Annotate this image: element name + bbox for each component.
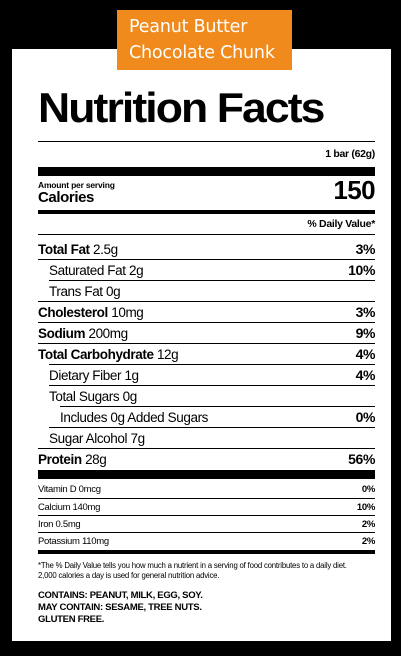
- nutrient-amount: 1g: [124, 368, 139, 383]
- allergen-contains: CONTAINS: PEANUT, MILK, EGG, SOY.: [38, 590, 203, 601]
- vitamin-name: Iron 0.5mg: [38, 519, 81, 530]
- nutrient-dv: 9%: [355, 325, 375, 341]
- divider: [38, 141, 375, 142]
- vitamin-name: Calcium 140mg: [38, 502, 101, 513]
- daily-value-footnote: *The % Daily Value tells you how much a nutrient in a serving of food contributes to a daily diet. 2,000 calories a day is used for general nutrition advice.: [38, 561, 347, 580]
- calories-value: 150: [333, 175, 375, 205]
- nutrient-name: Sodium: [38, 326, 86, 341]
- allergen-statement: [38, 590, 203, 626]
- vitamin-row-iron: [38, 516, 375, 533]
- vitamin-row-calcium: [38, 499, 375, 516]
- nutrient-row-sodium: [38, 323, 375, 344]
- divider-thick: [38, 167, 375, 176]
- vitamin-name: Vitamin D 0mcg: [38, 484, 101, 495]
- nutrient-row-saturated-fat: [38, 260, 375, 281]
- amount-per-serving: Amount per serving: [38, 180, 115, 190]
- nutrient-name: Total Carbohydrate: [38, 347, 154, 362]
- nutrient-name: Total Fat: [38, 242, 90, 257]
- serving-size: 1 bar (62g): [325, 148, 375, 160]
- nutrient-amount: 0g: [106, 284, 121, 299]
- vitamin-dv: 0%: [361, 484, 375, 495]
- vitamin-row-vitamin-d: [38, 481, 375, 498]
- flavor-tag: [117, 10, 292, 70]
- vitamin-name: Potassium 110mg: [38, 536, 109, 547]
- vitamin-row-potassium: [38, 533, 375, 550]
- nutrient-dv: 3%: [355, 241, 375, 257]
- nutrient-name: Sugar Alcohol: [49, 431, 128, 446]
- daily-value-header: % Daily Value*: [307, 218, 375, 230]
- nutrient-row-total-sugars: [38, 386, 375, 407]
- calories-label: Calories: [38, 189, 94, 206]
- nutrient-amount: 12g: [156, 347, 179, 362]
- nutrient-amount: 0g: [122, 389, 137, 404]
- nutrient-dv: 3%: [355, 304, 375, 320]
- nutrient-amount: 28g: [85, 452, 107, 467]
- vitamin-dv: 2%: [361, 519, 375, 530]
- nutrient-row-total-fat: [38, 239, 375, 260]
- allergen-gluten-free: GLUTEN FREE.: [38, 614, 105, 625]
- nutrient-name: Cholesterol: [38, 305, 108, 320]
- nutrient-name: Trans Fat: [49, 284, 103, 299]
- vitamin-dv: 10%: [356, 502, 375, 513]
- nutrition-label-panel: [12, 49, 391, 641]
- divider-thick: [38, 470, 375, 479]
- label-title: Nutrition Facts: [38, 84, 324, 131]
- nutrient-name: Includes 0g Added Sugars: [60, 410, 209, 425]
- nutrient-dv: 4%: [355, 346, 375, 362]
- nutrient-name: Total Sugars: [49, 389, 120, 404]
- flavor-line-1: Peanut Butter: [129, 17, 248, 37]
- divider-medium: [38, 210, 375, 214]
- nutrient-name: Dietary Fiber: [49, 368, 122, 383]
- nutrient-name: Protein: [38, 452, 82, 467]
- nutrient-row-dietary-fiber: [38, 365, 375, 386]
- flavor-line-2: Chocolate Chunk: [129, 43, 275, 63]
- nutrient-row-trans-fat: [38, 281, 375, 302]
- nutrient-amount: 7g: [130, 431, 145, 446]
- nutrient-amount: 10mg: [111, 305, 144, 320]
- nutrient-dv: 56%: [348, 451, 375, 467]
- nutrient-dv: 4%: [355, 367, 375, 383]
- divider: [38, 234, 375, 235]
- nutrient-row-sugar-alcohol: [38, 428, 375, 449]
- vitamin-dv: 2%: [361, 536, 375, 547]
- nutrient-name: Saturated Fat: [49, 263, 126, 278]
- allergen-may-contain: MAY CONTAIN: SESAME, TREE NUTS.: [38, 602, 202, 613]
- nutrient-row-protein: [38, 449, 375, 470]
- nutrient-dv: 10%: [348, 262, 375, 278]
- nutrient-row-added-sugars: [38, 407, 375, 428]
- nutrient-row-total-carbohydrate: [38, 344, 375, 365]
- nutrient-row-cholesterol: [38, 302, 375, 323]
- divider-medium: [38, 550, 375, 554]
- nutrient-amount: 2g: [128, 263, 144, 278]
- nutrient-amount: 200mg: [88, 326, 128, 341]
- nutrient-amount: 2.5g: [93, 242, 118, 257]
- nutrient-dv: 0%: [355, 409, 375, 425]
